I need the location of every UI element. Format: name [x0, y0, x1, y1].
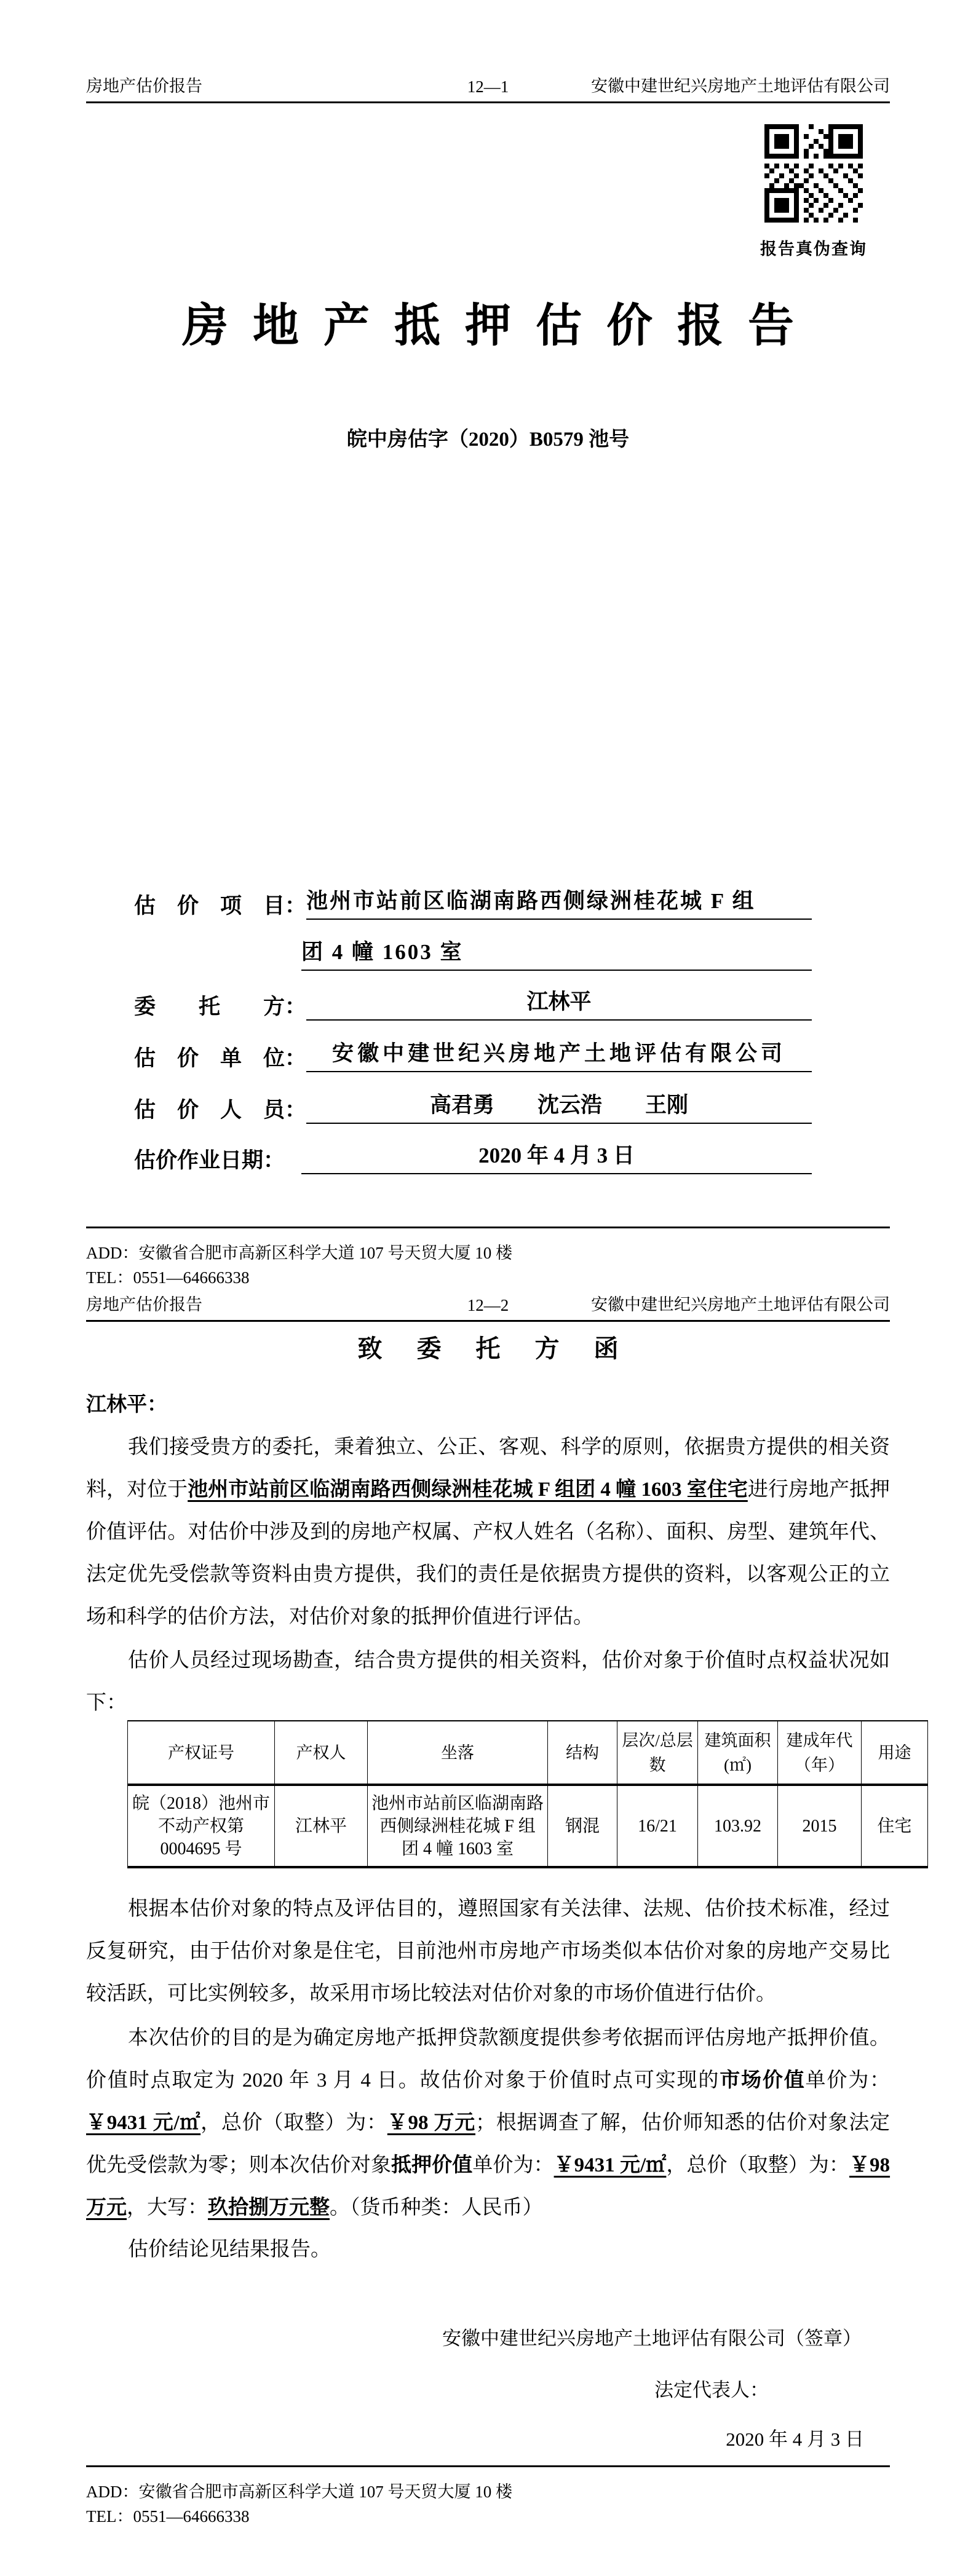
- page1-header-doc-type: 房地产估价报告: [86, 77, 202, 95]
- page2-footer-tel: TEL：0551—64666338: [86, 2507, 250, 2526]
- page2-footer: [86, 2465, 890, 2529]
- cell-structure: 钢混: [548, 1785, 617, 1867]
- cell-owner: 江林平: [275, 1785, 368, 1867]
- field-work-date-value: 2020 年 4 月 3 日: [301, 1139, 812, 1174]
- p4-market-unit-price: ￥9431 元/㎡: [86, 2112, 201, 2134]
- field-client-value: 江林平: [306, 985, 812, 1021]
- p1-run-1: 我们接受贵方的委托，秉着独立、公正、客观、科学的原则，依据贵方提供的相关资料，对位于: [86, 1436, 890, 1501]
- p4-mortgage-unit-price: ￥9431 元/㎡: [553, 2154, 667, 2176]
- field-project-label: 估 价 项 目：: [134, 894, 307, 918]
- table-row: [128, 1785, 928, 1867]
- p4-run-15: 。（货币种类：人民币）: [330, 2197, 543, 2219]
- page2-footer-address: ADD：安徽省合肥市高新区科学大道 107 号天贸大厦 10 楼: [86, 2483, 512, 2501]
- page2-header-doc-type: 房地产估价报告: [86, 1295, 202, 1314]
- letter-paragraph-5: 估价结论见结果报告。: [128, 2238, 331, 2261]
- col-header-certificate-no: 产权证号: [128, 1721, 275, 1785]
- col-header-usage: 用途: [862, 1721, 928, 1785]
- field-staff-label: 估 价 人 员：: [134, 1098, 307, 1122]
- qr-caption: 报告真伪查询: [760, 240, 867, 258]
- cell-location: 池州市站前区临湖南路西侧绿洲桂花城 F 组团 4 幢 1603 室: [368, 1785, 548, 1867]
- p4-market-value-term: 市场价值: [720, 2069, 806, 2092]
- col-header-structure: 结构: [548, 1721, 617, 1785]
- field-project-value-line2: 团 4 幢 1603 室: [301, 935, 812, 971]
- field-project-line1: [134, 884, 812, 920]
- col-header-location: 坐落: [368, 1721, 548, 1785]
- col-header-year-built: 建成年代（年）: [778, 1721, 862, 1785]
- p4-run-3: 单价为：: [805, 2069, 891, 2092]
- letter-paragraph-2: 估价人员经过现场勘查，结合贵方提供的相关资料，估价对象于价值时点权益状况如下：: [86, 1650, 890, 1714]
- table-header-row: [128, 1721, 928, 1785]
- letter-paragraph-4: [86, 2017, 890, 2229]
- p4-market-total-price: ￥98 万元: [387, 2112, 475, 2134]
- signature-legal-rep: 法定代表人：: [654, 2379, 769, 2401]
- p4-run-9: 单价为：: [472, 2154, 554, 2176]
- report-verification-qr-code-icon: [764, 124, 863, 223]
- page2-header-page-number: 12—2: [467, 1296, 509, 1314]
- p4-mortgage-total-price: ￥98 万元: [86, 2154, 891, 2219]
- report-main-title: 房地产抵押估价报告: [181, 301, 819, 352]
- cell-certificate-no: 皖（2018）池州市不动产权第 0004695 号: [128, 1785, 275, 1867]
- field-agency: [134, 1037, 812, 1072]
- field-agency-label: 估 价 单 位：: [134, 1046, 307, 1070]
- p4-run-11: ，总价（取整）为：: [666, 2154, 849, 2176]
- page1-header-page-number: 12—1: [467, 77, 509, 96]
- signature-date: 2020 年 4 月 3 日: [726, 2428, 864, 2450]
- letter-salutation: 江林平：: [86, 1394, 167, 1416]
- page1-header-company: 安徽中建世纪兴房地产土地评估有限公司: [591, 77, 890, 95]
- cell-area: 103.92: [698, 1785, 778, 1867]
- field-work-date-label: 估价作业日期：: [134, 1148, 285, 1172]
- col-header-owner: 产权人: [275, 1721, 368, 1785]
- cell-usage: 住宅: [862, 1785, 928, 1867]
- field-client: [134, 985, 812, 1021]
- cell-year-built: 2015: [778, 1785, 862, 1867]
- field-project-value-line1: 池州市站前区临湖南路西侧绿洲桂花城 F 组: [306, 884, 812, 920]
- field-staff: [134, 1088, 812, 1124]
- page1-footer-tel: TEL：0551—64666338: [86, 1268, 250, 1287]
- field-project-line2: [134, 935, 812, 971]
- p4-run-7: ；根据调查了解，估价师知悉的估价对象法定优先受偿款为零；则本次估价对象: [86, 2112, 891, 2176]
- col-header-floor: 层次/总层数: [617, 1721, 698, 1785]
- p4-run-1: 本次估价的目的是为确定房地产抵押贷款额度提供参考依据而评估房地产抵押价值。价值时点取定为 2020 年 3 月 4 日。故估价对象于价值时点可实现的: [86, 2027, 890, 2092]
- letter-paragraph-1: [86, 1426, 890, 1638]
- table-body: [128, 1785, 928, 1867]
- col-header-area: 建筑面积(㎡): [698, 1721, 778, 1785]
- signature-company: 安徽中建世纪兴房地产土地评估有限公司（签章）: [442, 2328, 862, 2349]
- page1-footer: [86, 1227, 890, 1290]
- page2-header: [86, 1291, 890, 1322]
- p4-run-13: ，大写：: [127, 2197, 208, 2219]
- p4-mortgage-value-term: 抵押价值: [391, 2154, 473, 2176]
- report-number: 皖中房估字（2020）B0579 池号: [346, 429, 630, 451]
- field-agency-value: 安徽中建世纪兴房地产土地评估有限公司: [306, 1037, 812, 1072]
- field-work-date: [134, 1139, 812, 1174]
- field-client-label: 委 托 方：: [134, 995, 307, 1019]
- letter-paragraph-3: 根据本估价对象的特点及评估目的，遵照国家有关法律、法规、估价技术标准，经过反复研究，由于估价对象是住宅，目前池州市房地产市场类似本估价对象的房地产交易比较活跃，可比实例较多，故采用市场比较法对估价对象的市场价值进行估价。: [86, 1898, 890, 2005]
- property-rights-table: [127, 1720, 928, 1868]
- p1-property-address: 池州市站前区临湖南路西侧绿洲桂花城 F 组团 4 幢 1603 室住宅: [188, 1479, 748, 1501]
- p4-run-5: ，总价（取整）为：: [200, 2112, 387, 2134]
- page1-header: [86, 73, 890, 103]
- page1-footer-address: ADD：安徽省合肥市高新区科学大道 107 号天贸大厦 10 楼: [86, 1244, 512, 1262]
- p1-run-3: 进行房地产抵押价值评估。对估价中涉及到的房地产权属、产权人姓名（名称）、面积、房型、建筑年代、法定优先受偿款等资料由贵方提供，我们的责任是依据贵方提供的资料，以客观公正的立场和科学的估价方法，对估价对象的抵押价值进行评估。: [86, 1479, 891, 1628]
- letter-title: 致委托方函: [357, 1335, 653, 1362]
- field-staff-value: 高君勇 沈云浩 王刚: [306, 1088, 812, 1124]
- page2-header-company: 安徽中建世纪兴房地产土地评估有限公司: [591, 1295, 890, 1314]
- cell-floor: 16/21: [617, 1785, 698, 1867]
- p4-price-in-words: 玖拾捌万元整: [208, 2197, 330, 2219]
